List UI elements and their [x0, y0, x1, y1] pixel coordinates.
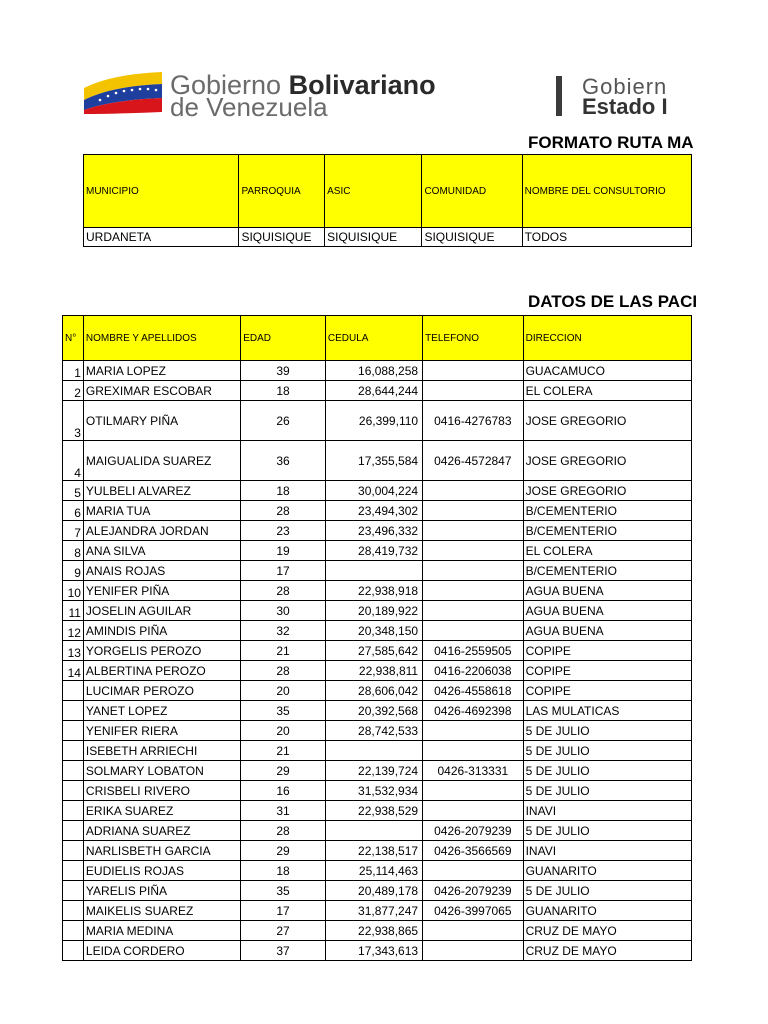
- cell-nombre: MAIGUALIDA SUAREZ: [83, 441, 240, 481]
- cell-telefono: [423, 381, 524, 401]
- cell-nombre: ERIKA SUAREZ: [83, 801, 240, 821]
- cell-direccion: JOSE GREGORIO: [523, 441, 691, 481]
- cell-numero: 8: [63, 541, 84, 561]
- cell-cedula: 23,496,332: [325, 521, 422, 541]
- cell-direccion: EL COLERA: [523, 381, 691, 401]
- cell-cedula: 22,938,865: [325, 921, 422, 941]
- cell-cedula: 17,343,613: [325, 941, 422, 961]
- cell-nombre: CRISBELI RIVERO: [83, 781, 240, 801]
- cell-numero: [63, 701, 84, 721]
- cell-edad: 35: [241, 881, 326, 901]
- table-row: [63, 761, 692, 781]
- table-row: [63, 901, 692, 921]
- form-title: FORMATO RUTA MA: [528, 133, 694, 152]
- venezuela-flag-logo: [82, 70, 164, 114]
- cell-direccion: GUACAMUCO: [523, 361, 691, 381]
- cell-nombre: MARIA LOPEZ: [83, 361, 240, 381]
- cell-edad: 29: [241, 841, 326, 861]
- cell-telefono: 0426-2079239: [423, 881, 524, 901]
- location-header-row: [84, 155, 692, 228]
- cell-nombre: ALEJANDRA JORDAN: [83, 521, 240, 541]
- cell-edad: 23: [241, 521, 326, 541]
- cell-cedula: 22,938,811: [325, 661, 422, 681]
- cell-direccion: EL COLERA: [523, 541, 691, 561]
- header-cedula: CEDULA: [325, 316, 422, 361]
- cell-direccion: INAVI: [523, 801, 691, 821]
- cell-nombre: NARLISBETH GARCIA: [83, 841, 240, 861]
- cell-edad: 16: [241, 781, 326, 801]
- cell-telefono: [423, 501, 524, 521]
- cell-cedula: 20,392,568: [325, 701, 422, 721]
- cell-nombre: ADRIANA SUAREZ: [83, 821, 240, 841]
- cell-edad: 19: [241, 541, 326, 561]
- header-consultorio: NOMBRE DEL CONSULTORIO: [522, 155, 691, 228]
- cell-numero: 13: [63, 641, 84, 661]
- cell-cedula: 20,489,178: [325, 881, 422, 901]
- cell-edad: 26: [241, 401, 326, 441]
- cell-cedula: 28,742,533: [325, 721, 422, 741]
- cell-nombre: EUDIELIS ROJAS: [83, 861, 240, 881]
- cell-telefono: [423, 561, 524, 581]
- cell-edad: 37: [241, 941, 326, 961]
- table-row: [63, 441, 692, 481]
- cell-telefono: [423, 481, 524, 501]
- table-row: [63, 881, 692, 901]
- cell-asic: SIQUISIQUE: [325, 228, 422, 247]
- cell-cedula: 25,114,463: [325, 861, 422, 881]
- cell-cedula: 16,088,258: [325, 361, 422, 381]
- patients-header-row: [63, 316, 692, 361]
- patients-table: [62, 315, 692, 961]
- cell-nombre: YENIFER PIÑA: [83, 581, 240, 601]
- table-row: [63, 681, 692, 701]
- header-direccion: DIRECCION: [523, 316, 691, 361]
- cell-numero: 9: [63, 561, 84, 581]
- cell-telefono: 0426-4558618: [423, 681, 524, 701]
- cell-cedula: 31,877,247: [325, 901, 422, 921]
- cell-nombre: YULBELI ALVAREZ: [83, 481, 240, 501]
- cell-edad: 28: [241, 821, 326, 841]
- table-row: [63, 921, 692, 941]
- cell-edad: 27: [241, 921, 326, 941]
- table-row: [63, 661, 692, 681]
- cell-telefono: 0416-2206038: [423, 661, 524, 681]
- cell-cedula: 28,606,042: [325, 681, 422, 701]
- table-row: [63, 541, 692, 561]
- table-row: [63, 381, 692, 401]
- cell-direccion: 5 DE JULIO: [523, 821, 691, 841]
- cell-cedula: 27,585,642: [325, 641, 422, 661]
- cell-direccion: CRUZ DE MAYO: [523, 921, 691, 941]
- cell-parroquia: SIQUISIQUE: [239, 228, 325, 247]
- cell-cedula: [325, 821, 422, 841]
- cell-nombre: YANET LOPEZ: [83, 701, 240, 721]
- cell-edad: 36: [241, 441, 326, 481]
- cell-edad: 17: [241, 561, 326, 581]
- cell-cedula: 22,139,724: [325, 761, 422, 781]
- cell-direccion: 5 DE JULIO: [523, 761, 691, 781]
- cell-nombre: LUCIMAR PEROZO: [83, 681, 240, 701]
- cell-nombre: MARIA MEDINA: [83, 921, 240, 941]
- cell-nombre: SOLMARY LOBATON: [83, 761, 240, 781]
- cell-direccion: INAVI: [523, 841, 691, 861]
- cell-edad: 21: [241, 741, 326, 761]
- table-row: [63, 481, 692, 501]
- cell-numero: [63, 741, 84, 761]
- cell-telefono: [423, 621, 524, 641]
- cell-cedula: [325, 741, 422, 761]
- cell-direccion: AGUA BUENA: [523, 621, 691, 641]
- cell-direccion: GUANARITO: [523, 861, 691, 881]
- cell-telefono: [423, 861, 524, 881]
- table-row: [63, 361, 692, 381]
- cell-telefono: [423, 941, 524, 961]
- cell-numero: 12: [63, 621, 84, 641]
- cell-edad: 21: [241, 641, 326, 661]
- table-row: [63, 401, 692, 441]
- cell-direccion: AGUA BUENA: [523, 581, 691, 601]
- cell-edad: 17: [241, 901, 326, 921]
- cell-numero: [63, 681, 84, 701]
- cell-telefono: 0426-3997065: [423, 901, 524, 921]
- cell-cedula: 20,189,922: [325, 601, 422, 621]
- patients-title: DATOS DE LAS PACI: [528, 292, 698, 311]
- cell-numero: 6: [63, 501, 84, 521]
- cell-telefono: 0426-2079239: [423, 821, 524, 841]
- gov-logo-light: Gobierno: [170, 70, 289, 100]
- cell-telefono: [423, 541, 524, 561]
- cell-nombre: YENIFER RIERA: [83, 721, 240, 741]
- state-logo-line2: Estado I: [582, 94, 668, 119]
- cell-direccion: COPIPE: [523, 661, 691, 681]
- cell-cedula: 28,644,244: [325, 381, 422, 401]
- cell-numero: 14: [63, 661, 84, 681]
- cell-direccion: B/CEMENTERIO: [523, 501, 691, 521]
- cell-telefono: 0416-2559505: [423, 641, 524, 661]
- cell-nombre: OTILMARY PIÑA: [83, 401, 240, 441]
- cell-cedula: 22,938,529: [325, 801, 422, 821]
- cell-edad: 32: [241, 621, 326, 641]
- cell-numero: 5: [63, 481, 84, 501]
- table-row: [63, 801, 692, 821]
- cell-telefono: 0416-4276783: [423, 401, 524, 441]
- header-comunidad: COMUNIDAD: [422, 155, 522, 228]
- cell-cedula: 23,494,302: [325, 501, 422, 521]
- cell-direccion: B/CEMENTERIO: [523, 561, 691, 581]
- cell-nombre: JOSELIN AGUILAR: [83, 601, 240, 621]
- cell-edad: 39: [241, 361, 326, 381]
- cell-direccion: CRUZ DE MAYO: [523, 941, 691, 961]
- cell-nombre: MAIKELIS SUAREZ: [83, 901, 240, 921]
- cell-numero: 1: [63, 361, 84, 381]
- cell-direccion: JOSE GREGORIO: [523, 481, 691, 501]
- cell-nombre: ISEBETH ARRIECHI: [83, 741, 240, 761]
- table-row: [63, 841, 692, 861]
- cell-telefono: [423, 721, 524, 741]
- cell-telefono: [423, 921, 524, 941]
- header-edad: EDAD: [241, 316, 326, 361]
- cell-edad: 30: [241, 601, 326, 621]
- table-row: [63, 521, 692, 541]
- cell-telefono: [423, 801, 524, 821]
- cell-direccion: JOSE GREGORIO: [523, 401, 691, 441]
- cell-edad: 20: [241, 681, 326, 701]
- cell-edad: 28: [241, 501, 326, 521]
- cell-cedula: 22,938,918: [325, 581, 422, 601]
- cell-numero: [63, 781, 84, 801]
- header-asic: ASIC: [325, 155, 422, 228]
- table-row: [63, 641, 692, 661]
- cell-nombre: YARELIS PIÑA: [83, 881, 240, 901]
- table-row: [63, 561, 692, 581]
- location-table: [83, 154, 692, 247]
- cell-nombre: GREXIMAR ESCOBAR: [83, 381, 240, 401]
- cell-telefono: 0426-3566569: [423, 841, 524, 861]
- cell-cedula: 17,355,584: [325, 441, 422, 481]
- cell-numero: [63, 721, 84, 741]
- patients-table-wrapper: [62, 315, 692, 958]
- cell-direccion: 5 DE JULIO: [523, 741, 691, 761]
- cell-telefono: [423, 781, 524, 801]
- table-row: [63, 821, 692, 841]
- cell-edad: 35: [241, 701, 326, 721]
- cell-telefono: 0426-313331: [423, 761, 524, 781]
- cell-cedula: 20,348,150: [325, 621, 422, 641]
- cell-cedula: [325, 561, 422, 581]
- cell-direccion: 5 DE JULIO: [523, 781, 691, 801]
- cell-numero: [63, 841, 84, 861]
- cell-direccion: 5 DE JULIO: [523, 881, 691, 901]
- cell-numero: 10: [63, 581, 84, 601]
- cell-cedula: 30,004,224: [325, 481, 422, 501]
- cell-edad: 29: [241, 761, 326, 781]
- cell-numero: [63, 821, 84, 841]
- cell-nombre: ALBERTINA PEROZO: [83, 661, 240, 681]
- cell-numero: [63, 921, 84, 941]
- cell-numero: 11: [63, 601, 84, 621]
- cell-direccion: LAS MULATICAS: [523, 701, 691, 721]
- cell-telefono: [423, 361, 524, 381]
- cell-edad: 20: [241, 721, 326, 741]
- state-logo-line1: Gobiern: [582, 74, 668, 99]
- cell-cedula: 31,532,934: [325, 781, 422, 801]
- logo-divider: [556, 76, 562, 116]
- cell-nombre: MARIA TUA: [83, 501, 240, 521]
- cell-telefono: [423, 601, 524, 621]
- cell-edad: 28: [241, 661, 326, 681]
- cell-direccion: B/CEMENTERIO: [523, 521, 691, 541]
- gov-logo-bold: Bolivariano: [288, 70, 436, 100]
- cell-edad: 31: [241, 801, 326, 821]
- cell-numero: 2: [63, 381, 84, 401]
- cell-direccion: AGUA BUENA: [523, 601, 691, 621]
- cell-numero: [63, 941, 84, 961]
- table-row: [63, 861, 692, 881]
- header-parroquia: PARROQUIA: [239, 155, 325, 228]
- cell-numero: [63, 901, 84, 921]
- table-row: [63, 501, 692, 521]
- cell-municipio: URDANETA: [84, 228, 239, 247]
- cell-numero: [63, 881, 84, 901]
- cell-nombre: LEIDA CORDERO: [83, 941, 240, 961]
- table-row: [63, 601, 692, 621]
- cell-nombre: YORGELIS PEROZO: [83, 641, 240, 661]
- table-row: [63, 581, 692, 601]
- cell-nombre: ANAIS ROJAS: [83, 561, 240, 581]
- cell-telefono: [423, 581, 524, 601]
- cell-edad: 18: [241, 381, 326, 401]
- table-row: [63, 781, 692, 801]
- cell-numero: 4: [63, 441, 84, 481]
- cell-direccion: COPIPE: [523, 641, 691, 661]
- cell-telefono: [423, 741, 524, 761]
- cell-direccion: GUANARITO: [523, 901, 691, 921]
- cell-direccion: 5 DE JULIO: [523, 721, 691, 741]
- gov-logo-line2: de Venezuela: [170, 92, 328, 122]
- cell-comunidad: SIQUISIQUE: [422, 228, 522, 247]
- cell-telefono: 0426-4692398: [423, 701, 524, 721]
- cell-telefono: 0426-4572847: [423, 441, 524, 481]
- cell-edad: 18: [241, 481, 326, 501]
- location-table-wrapper: [83, 154, 692, 252]
- cell-numero: [63, 861, 84, 881]
- table-row: [63, 721, 692, 741]
- cell-numero: [63, 801, 84, 821]
- header-nombre: NOMBRE Y APELLIDOS: [83, 316, 240, 361]
- cell-telefono: [423, 521, 524, 541]
- table-row: [63, 941, 692, 961]
- table-row: [63, 741, 692, 761]
- cell-nombre: AMINDIS PIÑA: [83, 621, 240, 641]
- cell-cedula: 26,399,110: [325, 401, 422, 441]
- cell-cedula: 28,419,732: [325, 541, 422, 561]
- header-numero: N°: [63, 316, 84, 361]
- table-row: [63, 701, 692, 721]
- header-municipio: MUNICIPIO: [84, 155, 239, 228]
- cell-direccion: COPIPE: [523, 681, 691, 701]
- cell-edad: 28: [241, 581, 326, 601]
- cell-edad: 18: [241, 861, 326, 881]
- cell-numero: [63, 761, 84, 781]
- cell-numero: 3: [63, 401, 84, 441]
- cell-cedula: 22,138,517: [325, 841, 422, 861]
- table-row: [63, 621, 692, 641]
- header-telefono: TELEFONO: [423, 316, 524, 361]
- cell-nombre: ANA SILVA: [83, 541, 240, 561]
- cell-consultorio: TODOS: [522, 228, 691, 247]
- location-row: [84, 228, 692, 247]
- cell-numero: 7: [63, 521, 84, 541]
